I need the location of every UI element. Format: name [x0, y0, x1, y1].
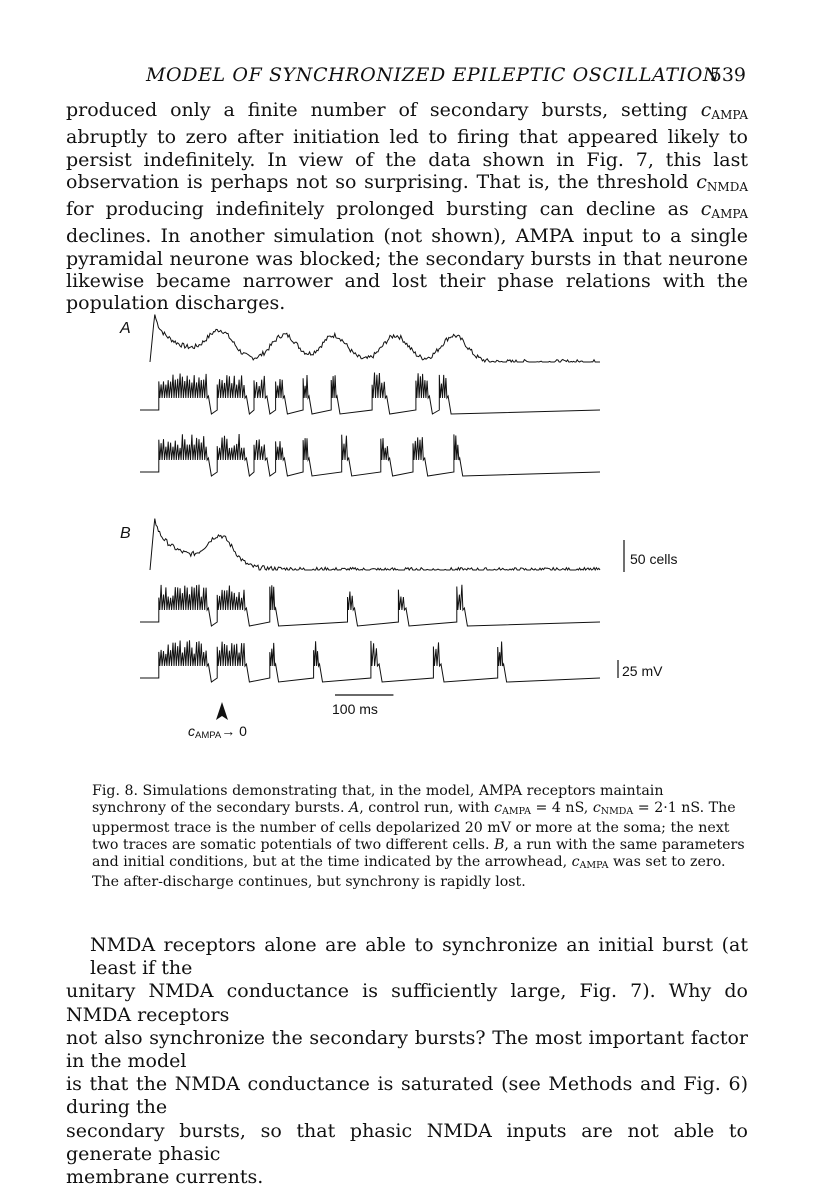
running-title: MODEL OF SYNCHRONIZED EPILEPTIC OSCILLATION [146, 64, 721, 86]
panel-b-population-trace [150, 519, 600, 570]
panel-a-population-trace [150, 315, 600, 363]
paragraph-2: NMDA receptors alone are able to synchronize an initial burst (at least if the unitary NMDA conductance is sufficiently large, Fig. 7). Why do NMDA receptors not also synchronize the secondary bursts? The most important factor in the model is that the NMDA conductance is saturated (see Methods and Fig. 6) during the secondary bursts, so that phasic NMDA inputs are not able to generate phasic membrane currents. [66, 934, 748, 1189]
page-number: 539 [709, 64, 746, 86]
figure-8 [100, 300, 720, 760]
figure-traces [100, 300, 720, 760]
panel-label-a: A [120, 320, 131, 337]
figure-caption: Fig. 8. Simulations demonstrating that, in the model, AMPA receptors maintain synchrony of the secondary bursts. A, control run, with cAMPA = 4 nS, cNMDA = 2·1 nS. The uppermost trace is the number of cells depolarized 20 mV or more at the soma; the next two traces are somatic potentials of two different cells. B, a run with the same parameters and initial conditions, but at the time indicated by the arrowhead, cAMPA was set to zero. The after-discharge continues, but synchrony is rapidly lost. [92, 783, 745, 891]
paragraph-1: produced only a finite number of secondary bursts, setting $c_{AMPA}$ abruptly to zero after initiation led to firing that appeared likely to persist indefinitely. In view of the data shown in Fig. 7, this last observation is perhaps not so surprising. That is, the threshold $c_{NMDA}$ for producing indefinitely prolonged bursting can decline as $c_{AMPA}$ declines. In another simulation (not shown), AMPA input to a single pyramidal neurone was blocked; the secondary bursts in that neurone likewise became narrower and lost their phase relations with the population discharges. [66, 99, 749, 315]
scale-label-cells: 50 cells [630, 551, 678, 567]
scale-label-mv: 25 mV [622, 663, 663, 679]
panel-a-cell1-trace [140, 373, 600, 415]
panel-b-cell2-trace [140, 640, 600, 682]
scale-label-time: 100 ms [332, 701, 378, 717]
page-header [146, 64, 746, 94]
arrow-label: cAMPA→ 0 [188, 723, 247, 741]
panel-b-cell1-trace [140, 585, 600, 626]
panel-a-cell2-trace [140, 434, 600, 476]
panel-label-b: B [120, 525, 131, 542]
arrowhead-icon [216, 702, 228, 720]
